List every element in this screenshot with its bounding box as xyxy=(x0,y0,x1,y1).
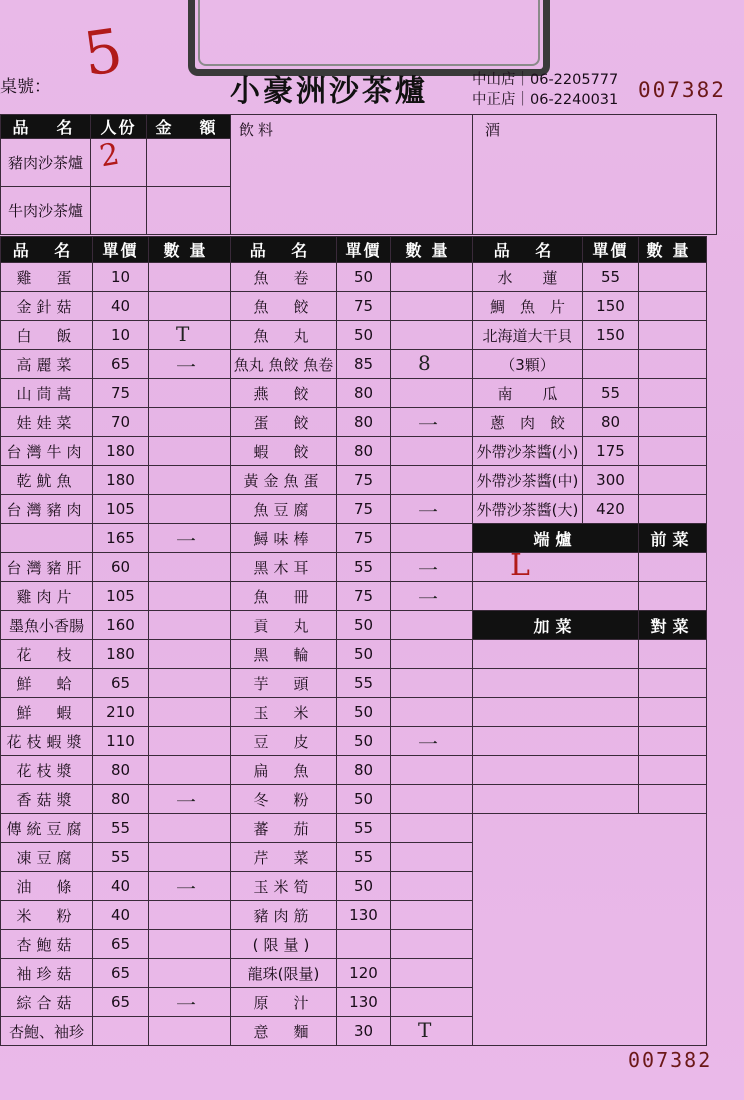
col2-qty-handwritten: 一 xyxy=(418,558,438,582)
col2-item-price: 30 xyxy=(337,1017,391,1046)
col1-item-qty xyxy=(149,1017,231,1046)
col1-item-price: 70 xyxy=(93,408,149,437)
col1-item-name: 杏鮑、袖珍 xyxy=(1,1017,93,1046)
col3-item-name: 北海道大干貝 xyxy=(473,321,583,350)
col1-item-price: 80 xyxy=(93,785,149,814)
menu-row xyxy=(1,408,707,437)
col1-item-qty xyxy=(149,582,231,611)
col2-item-name: 意 麵 xyxy=(231,1017,337,1046)
branch-phones xyxy=(472,70,618,110)
col2-item-qty xyxy=(391,698,473,727)
blank-box xyxy=(473,814,707,1046)
col1-item-name: 鮮 蝦 xyxy=(1,698,93,727)
col1-item-qty xyxy=(149,553,231,582)
col1-item-name: 綜合菇 xyxy=(1,988,93,1017)
side-box xyxy=(473,785,639,814)
col1-item-name: 雞肉片 xyxy=(1,582,93,611)
col2-item-name: 鱘味棒 xyxy=(231,524,337,553)
col2-item-qty xyxy=(391,872,473,901)
side-pair-veg-header: 對菜 xyxy=(639,611,707,640)
col2-header-price: 單價 xyxy=(337,237,391,263)
col2-item-price: 80 xyxy=(337,756,391,785)
col2-item-name: 蛋 餃 xyxy=(231,408,337,437)
col2-item-name: 冬 粉 xyxy=(231,785,337,814)
col1-item-qty xyxy=(149,843,231,872)
col2-item-price: 75 xyxy=(337,582,391,611)
col1-item-qty xyxy=(149,495,231,524)
col2-item-qty xyxy=(391,814,473,843)
col2-header-name: 品 名 xyxy=(231,237,337,263)
col2-qty-handwritten: 一 xyxy=(418,587,438,611)
col1-item-qty xyxy=(149,959,231,988)
col2-item-qty xyxy=(391,901,473,930)
col2-item-price: 80 xyxy=(337,408,391,437)
col2-item-name: 魚 冊 xyxy=(231,582,337,611)
col2-item-name: (限量) xyxy=(231,930,337,959)
col1-item-price: 80 xyxy=(93,756,149,785)
pork-pot-amount xyxy=(147,139,231,187)
col1-item-name xyxy=(1,524,93,553)
col1-item-name: 白 飯 xyxy=(1,321,93,350)
col1-item-name: 杏鮑菇 xyxy=(1,930,93,959)
top-col-name: 品 名 xyxy=(1,115,91,139)
col3-item-name: 外帶沙茶醬(大) xyxy=(473,495,583,524)
col3-item-qty xyxy=(639,408,707,437)
menu-row xyxy=(1,756,707,785)
menu-row xyxy=(1,263,707,292)
end-pot-handwritten: L xyxy=(510,548,530,583)
col1-item-name: 金針菇 xyxy=(1,292,93,321)
col2-item-price: 50 xyxy=(337,872,391,901)
col3-item-price: 150 xyxy=(583,292,639,321)
col3-header-price: 單價 xyxy=(583,237,639,263)
col2-qty-handwritten: 一 xyxy=(418,413,438,437)
branch-zhongzheng: 中正店｜06-2240031 xyxy=(472,92,619,108)
col1-item-price: 160 xyxy=(93,611,149,640)
col2-item-qty xyxy=(391,843,473,872)
col1-item-qty xyxy=(149,901,231,930)
col3-item-price: 420 xyxy=(583,495,639,524)
col2-qty-handwritten: T xyxy=(418,1018,432,1042)
col2-item-name: 蝦 餃 xyxy=(231,437,337,466)
col1-item-qty xyxy=(149,930,231,959)
col1-item-name: 娃娃菜 xyxy=(1,408,93,437)
col1-qty-handwritten: T xyxy=(176,322,190,346)
col1-item-name: 台灣牛肉 xyxy=(1,437,93,466)
col2-item-name: 蕃 茄 xyxy=(231,814,337,843)
side-box xyxy=(639,553,707,582)
col1-item-name: 袖珍菇 xyxy=(1,959,93,988)
col2-item-name: 黑木耳 xyxy=(231,553,337,582)
col2-item-name: 魚丸 魚餃 魚卷 xyxy=(231,350,337,379)
col1-item-name: 乾魷魚 xyxy=(1,466,93,495)
col1-item-price: 65 xyxy=(93,959,149,988)
top-col-portions: 人份 xyxy=(91,115,147,139)
clipboard-clip-inner xyxy=(198,0,540,66)
col1-item-price: 105 xyxy=(93,495,149,524)
col2-item-qty xyxy=(391,292,473,321)
top-col-amount: 金 額 xyxy=(147,115,231,139)
col3-item-name: （3顆） xyxy=(473,350,583,379)
beef-pot-name: 牛肉沙茶爐 xyxy=(1,187,91,235)
col3-item-qty xyxy=(639,321,707,350)
table-number-label: 桌號： xyxy=(0,77,51,97)
col2-item-qty xyxy=(391,524,473,553)
side-box xyxy=(639,727,707,756)
col1-item-name: 台灣豬肉 xyxy=(1,495,93,524)
col1-item-price: 180 xyxy=(93,437,149,466)
col1-item-price: 65 xyxy=(93,988,149,1017)
pork-portions-handwritten: 2 xyxy=(97,136,122,175)
menu-row xyxy=(1,495,707,524)
menu-row xyxy=(1,350,707,379)
col1-item-name: 山茼蒿 xyxy=(1,379,93,408)
col1-qty-handwritten: 一 xyxy=(176,529,196,553)
col2-item-qty xyxy=(391,611,473,640)
side-box xyxy=(639,756,707,785)
col3-item-price: 55 xyxy=(583,263,639,292)
col1-header-name: 品 名 xyxy=(1,237,93,263)
col2-item-qty xyxy=(391,263,473,292)
col1-item-name: 油 條 xyxy=(1,872,93,901)
col2-item-price xyxy=(337,930,391,959)
col2-item-qty xyxy=(391,1017,473,1046)
col1-item-qty xyxy=(149,292,231,321)
beef-pot-portions xyxy=(91,187,147,235)
side-box xyxy=(473,553,639,582)
col3-item-name: 水 蓮 xyxy=(473,263,583,292)
col2-item-price: 50 xyxy=(337,263,391,292)
col1-qty-handwritten: 一 xyxy=(176,790,196,814)
col1-item-name: 花枝漿 xyxy=(1,756,93,785)
col2-item-price: 55 xyxy=(337,843,391,872)
col1-item-price: 40 xyxy=(93,292,149,321)
col1-item-qty xyxy=(149,814,231,843)
menu-row xyxy=(1,698,707,727)
menu-row xyxy=(1,524,707,553)
col2-item-qty xyxy=(391,669,473,698)
side-box xyxy=(473,698,639,727)
col1-item-qty xyxy=(149,669,231,698)
col3-item-name: 南 瓜 xyxy=(473,379,583,408)
col1-item-qty xyxy=(149,408,231,437)
col1-item-price: 180 xyxy=(93,466,149,495)
col1-item-price: 165 xyxy=(93,524,149,553)
col1-header-price: 單價 xyxy=(93,237,149,263)
menu-row xyxy=(1,553,707,582)
col2-item-name: 芋 頭 xyxy=(231,669,337,698)
side-box xyxy=(473,756,639,785)
col2-item-price: 50 xyxy=(337,611,391,640)
col2-item-price: 120 xyxy=(337,959,391,988)
col1-item-qty xyxy=(149,756,231,785)
col2-item-price: 75 xyxy=(337,495,391,524)
col1-header-qty: 數量 xyxy=(149,237,231,263)
col2-item-qty xyxy=(391,379,473,408)
col3-item-qty xyxy=(639,495,707,524)
side-appetizer-header: 前菜 xyxy=(639,524,707,553)
menu-row xyxy=(1,669,707,698)
col1-item-price: 180 xyxy=(93,640,149,669)
side-end-pot-header: 端爐 xyxy=(473,524,639,553)
col3-item-price: 300 xyxy=(583,466,639,495)
col3-item-price: 150 xyxy=(583,321,639,350)
menu-row xyxy=(1,379,707,408)
menu-row xyxy=(1,321,707,350)
col2-item-price: 50 xyxy=(337,727,391,756)
pork-pot-name: 豬肉沙茶爐 xyxy=(1,139,91,187)
col1-qty-handwritten: 一 xyxy=(176,877,196,901)
col3-item-qty xyxy=(639,437,707,466)
col3-item-name: 外帶沙茶醬(小) xyxy=(473,437,583,466)
col1-item-price: 210 xyxy=(93,698,149,727)
col3-item-price: 175 xyxy=(583,437,639,466)
col2-item-qty xyxy=(391,437,473,466)
alcohol-label: 酒 xyxy=(485,121,501,139)
branch-zhongshan: 中山店｜06-2205777 xyxy=(472,72,619,88)
col3-item-name: 外帶沙茶醬(中) xyxy=(473,466,583,495)
col2-item-name: 黑 輪 xyxy=(231,640,337,669)
col1-item-name: 花枝蝦漿 xyxy=(1,727,93,756)
col3-item-qty xyxy=(639,379,707,408)
col2-item-name: 魚 卷 xyxy=(231,263,337,292)
col3-item-qty xyxy=(639,466,707,495)
col2-qty-handwritten: 一 xyxy=(418,732,438,756)
col2-item-name: 豆 皮 xyxy=(231,727,337,756)
col2-item-name: 魚 餃 xyxy=(231,292,337,321)
col1-item-price: 40 xyxy=(93,901,149,930)
col3-item-name: 鯛 魚 片 xyxy=(473,292,583,321)
col1-item-name: 香菇漿 xyxy=(1,785,93,814)
col2-item-name: 原 汁 xyxy=(231,988,337,1017)
col2-item-name: 黃金魚蛋 xyxy=(231,466,337,495)
serial-number-top: 007382 xyxy=(638,78,726,102)
col1-item-price: 60 xyxy=(93,553,149,582)
col2-item-qty xyxy=(391,930,473,959)
col2-item-name: 扁 魚 xyxy=(231,756,337,785)
col1-item-qty xyxy=(149,263,231,292)
col3-item-price xyxy=(583,350,639,379)
col1-item-name: 高麗菜 xyxy=(1,350,93,379)
menu-row xyxy=(1,437,707,466)
col2-qty-handwritten: 一 xyxy=(418,500,438,524)
col1-item-name: 雞 蛋 xyxy=(1,263,93,292)
col3-item-price: 80 xyxy=(583,408,639,437)
col1-item-name: 墨魚小香腸 xyxy=(1,611,93,640)
col2-item-price: 50 xyxy=(337,640,391,669)
menu-row xyxy=(1,814,707,843)
col3-item-price: 55 xyxy=(583,379,639,408)
top-order-table xyxy=(0,114,717,235)
menu-row xyxy=(1,727,707,756)
col3-item-qty xyxy=(639,292,707,321)
col2-item-price: 50 xyxy=(337,321,391,350)
col1-item-price: 55 xyxy=(93,814,149,843)
table-number-handwritten: 5 xyxy=(79,15,127,91)
col2-item-name: 玉米筍 xyxy=(231,872,337,901)
col1-item-price: 10 xyxy=(93,263,149,292)
col1-item-qty xyxy=(149,466,231,495)
col2-item-qty xyxy=(391,988,473,1017)
col1-item-name: 凍豆腐 xyxy=(1,843,93,872)
col2-item-price: 50 xyxy=(337,698,391,727)
col1-qty-handwritten: 一 xyxy=(176,993,196,1017)
col2-item-name: 豬肉筋 xyxy=(231,901,337,930)
alcohol-box xyxy=(473,115,717,235)
col2-item-price: 80 xyxy=(337,379,391,408)
col1-item-qty xyxy=(149,379,231,408)
col1-item-price: 55 xyxy=(93,843,149,872)
menu-row xyxy=(1,466,707,495)
col2-item-price: 80 xyxy=(337,437,391,466)
side-add-veg-header: 加菜 xyxy=(473,611,639,640)
col1-item-price: 110 xyxy=(93,727,149,756)
side-box xyxy=(473,640,639,669)
menu-table xyxy=(0,236,707,1046)
col1-qty-handwritten: 一 xyxy=(176,355,196,379)
col2-item-price: 55 xyxy=(337,814,391,843)
col2-item-qty xyxy=(391,756,473,785)
col1-item-price: 10 xyxy=(93,321,149,350)
col2-item-price: 75 xyxy=(337,292,391,321)
side-box xyxy=(639,669,707,698)
side-box xyxy=(473,727,639,756)
col2-item-name: 龍珠(限量) xyxy=(231,959,337,988)
menu-row xyxy=(1,292,707,321)
col1-item-price xyxy=(93,1017,149,1046)
side-box xyxy=(473,582,639,611)
col1-item-qty xyxy=(149,437,231,466)
col2-qty-handwritten: 8 xyxy=(418,351,431,375)
col2-item-name: 魚豆腐 xyxy=(231,495,337,524)
col1-item-name: 鮮 蛤 xyxy=(1,669,93,698)
col1-item-name: 米 粉 xyxy=(1,901,93,930)
serial-number-bottom: 007382 xyxy=(628,1048,713,1072)
col2-item-qty xyxy=(391,321,473,350)
col2-item-price: 130 xyxy=(337,901,391,930)
col1-item-price: 105 xyxy=(93,582,149,611)
col2-item-name: 燕 餃 xyxy=(231,379,337,408)
col1-item-name: 傳統豆腐 xyxy=(1,814,93,843)
col3-item-qty xyxy=(639,263,707,292)
col2-item-qty xyxy=(391,466,473,495)
col1-item-price: 65 xyxy=(93,350,149,379)
col1-item-qty xyxy=(149,698,231,727)
col2-item-price: 55 xyxy=(337,553,391,582)
col2-item-name: 芹 菜 xyxy=(231,843,337,872)
col3-header-qty: 數量 xyxy=(639,237,707,263)
side-box xyxy=(639,785,707,814)
col2-item-name: 貢 丸 xyxy=(231,611,337,640)
col1-item-qty xyxy=(149,727,231,756)
menu-row xyxy=(1,785,707,814)
menu-row xyxy=(1,640,707,669)
col1-item-name: 花 枝 xyxy=(1,640,93,669)
col1-item-price: 65 xyxy=(93,930,149,959)
side-box xyxy=(639,640,707,669)
col2-header-qty: 數量 xyxy=(391,237,473,263)
drinks-label: 飲料 xyxy=(239,121,278,139)
col1-item-price: 75 xyxy=(93,379,149,408)
col3-item-name: 蔥 肉 餃 xyxy=(473,408,583,437)
col2-item-qty xyxy=(391,350,473,379)
col3-header-name: 品 名 xyxy=(473,237,583,263)
side-box xyxy=(639,698,707,727)
col1-item-price: 65 xyxy=(93,669,149,698)
col2-item-name: 玉 米 xyxy=(231,698,337,727)
col2-item-price: 75 xyxy=(337,524,391,553)
menu-row xyxy=(1,582,707,611)
col2-item-qty xyxy=(391,959,473,988)
col2-item-price: 75 xyxy=(337,466,391,495)
shop-name: 小豪洲沙茶爐 xyxy=(230,74,428,109)
col1-item-name: 台灣豬肝 xyxy=(1,553,93,582)
col1-item-qty xyxy=(149,321,231,350)
col1-item-qty xyxy=(149,611,231,640)
col1-item-qty xyxy=(149,640,231,669)
col2-item-price: 130 xyxy=(337,988,391,1017)
col2-item-qty xyxy=(391,785,473,814)
side-box xyxy=(639,582,707,611)
beef-pot-amount xyxy=(147,187,231,235)
col2-item-name: 魚 丸 xyxy=(231,321,337,350)
col2-item-price: 85 xyxy=(337,350,391,379)
col2-item-price: 50 xyxy=(337,785,391,814)
col1-item-price: 40 xyxy=(93,872,149,901)
drinks-box xyxy=(231,115,473,235)
col3-item-qty xyxy=(639,350,707,379)
col2-item-price: 55 xyxy=(337,669,391,698)
menu-row xyxy=(1,611,707,640)
col2-item-qty xyxy=(391,640,473,669)
side-box xyxy=(473,669,639,698)
